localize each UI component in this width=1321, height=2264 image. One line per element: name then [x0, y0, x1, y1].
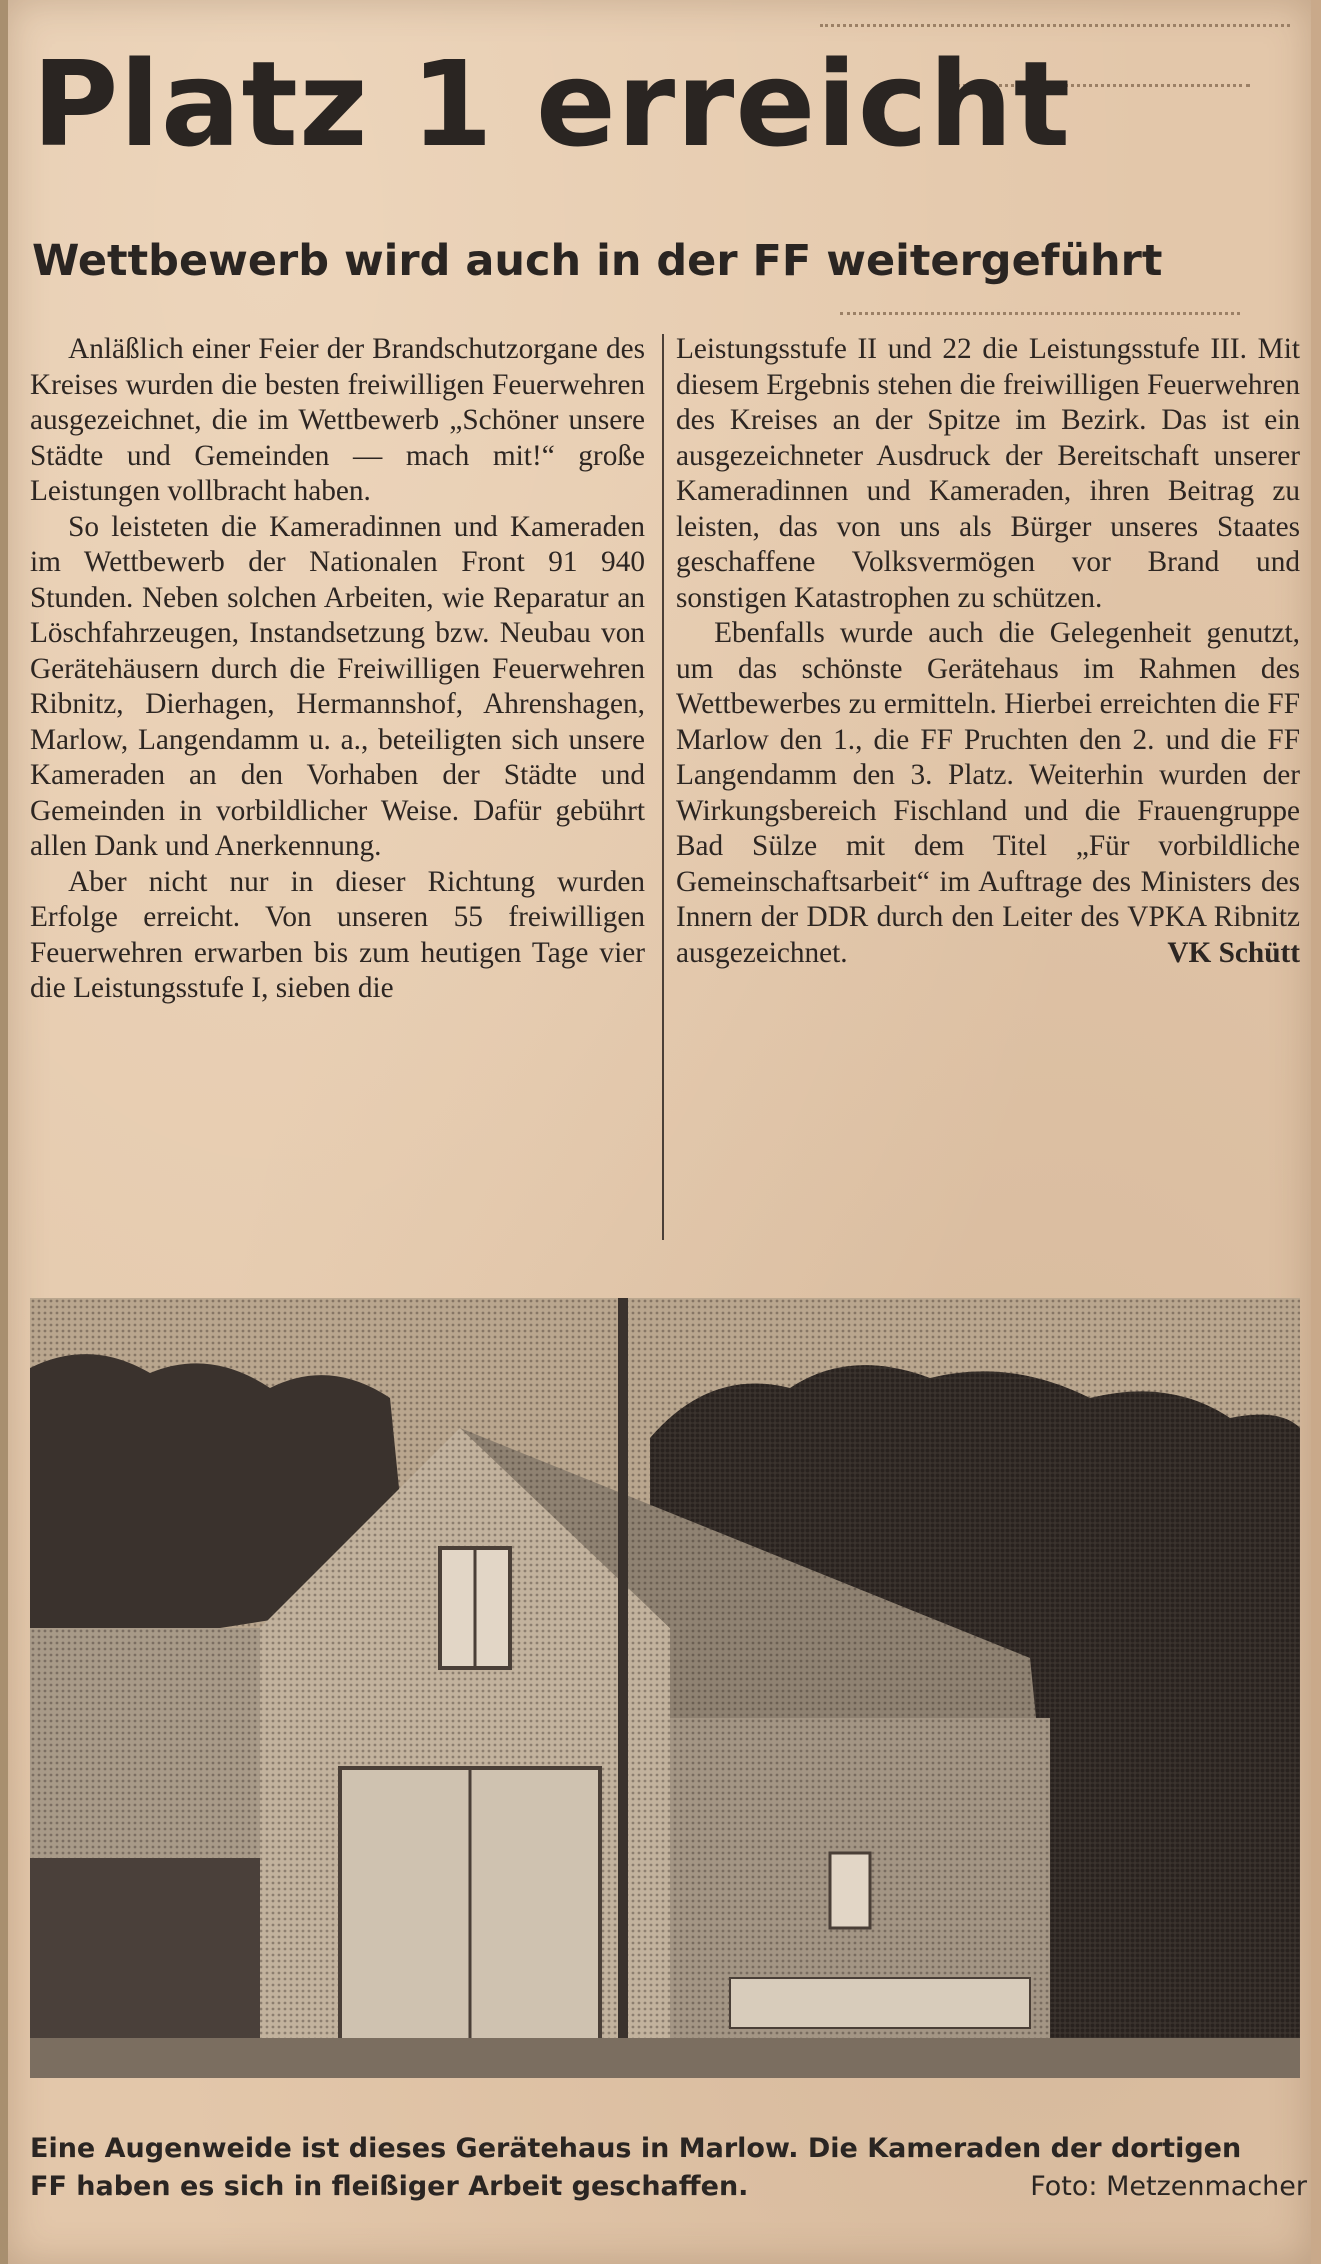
decorative-dotted-rule [840, 312, 1240, 315]
paragraph: So leisteten die Kameradinnen und Kameraden im Wettbewerb der Nationalen Front 91 940 Stunden. Neben solchen Arbeiten, wie Reparatur an Löschfahrzeugen, Instandsetzung bzw. Neubau von Gerätehäusern durch die Freiwilligen Feuerwehren Ribnitz, Dierhagen, Hermannshof, Ahrenshagen, Marlow, Langendamm u. a., beteiligten sich unsere Kameraden an den Vorhaben der Städte und Gemeinden in vorbildlicher Weise. Dafür gebührt allen Dank und Anerkennung. [30, 510, 645, 862]
article-column-left [30, 332, 645, 1007]
paragraph: Ebenfalls wurde auch die Gelegenheit genutzt, um das schönste Gerätehaus im Rahmen des Wettbewerbes zu ermitteln. Hierbei erreichten die FF Marlow den 1., die FF Pruchten den 2. und die FF Langendamm den 3. Platz. Weiterhin wurden der Wirkungsbereich Fischland und die Frauengruppe Bad Sülze mit dem Titel „Für vorbildliche Gemeinschaftsarbeit“ im Auftrage des Ministers des Innern der DDR durch den Leiter des VPKA Ribnitz ausgezeichnet. [676, 617, 1300, 969]
byline: VK Schütt [1167, 936, 1300, 969]
caption-line: FF haben es sich in fleißiger Arbeit geschaffen. [30, 2171, 749, 2202]
caption-line: Eine Augenweide ist dieses Gerätehaus in Marlow. Die Kameraden der dortigen [30, 2133, 1242, 2164]
subheadline: Wettbewerb wird auch in der FF weitergeführt [32, 236, 1163, 286]
paragraph: Leistungsstufe II und 22 die Leistungsstufe III. Mit diesem Ergebnis stehen die freiwilligen Feuerwehren des Kreises an der Spitze im Bezirk. Das ist ein ausgezeichneter Ausdruck der Bereitschaft unserer Kameradinnen und Kameraden, ihren Beitrag zu leisten, das von uns als Bürger unseres Staates geschaffene Volksvermögen vor Brand und sonstigen Katastrophen zu schützen. [676, 333, 1300, 614]
photo-fire-station [30, 1298, 1300, 2078]
headline: Platz 1 erreicht [32, 35, 1072, 173]
paragraph: Aber nicht nur in dieser Richtung wurden Erfolge erreicht. Von unseren 55 freiwilligen Feuerwehren erwarben bis zum heutigen Tage vier die Leistungsstufe I, sieben die [30, 865, 645, 1004]
photo-credit: Foto: Metzenmacher [1030, 2171, 1307, 2202]
column-divider [662, 334, 664, 1240]
paragraph: Anläßlich einer Feier der Brandschutzorgane des Kreises wurden die besten freiwilligen Feuerwehren ausgezeichnet, die im Wettbewerb „Schöner unsere Städte und Gemeinden — mach mit!“ große Leistungen vollbracht haben. [30, 333, 645, 507]
decorative-dotted-rule [820, 24, 1290, 27]
article-column-right [676, 332, 1300, 971]
